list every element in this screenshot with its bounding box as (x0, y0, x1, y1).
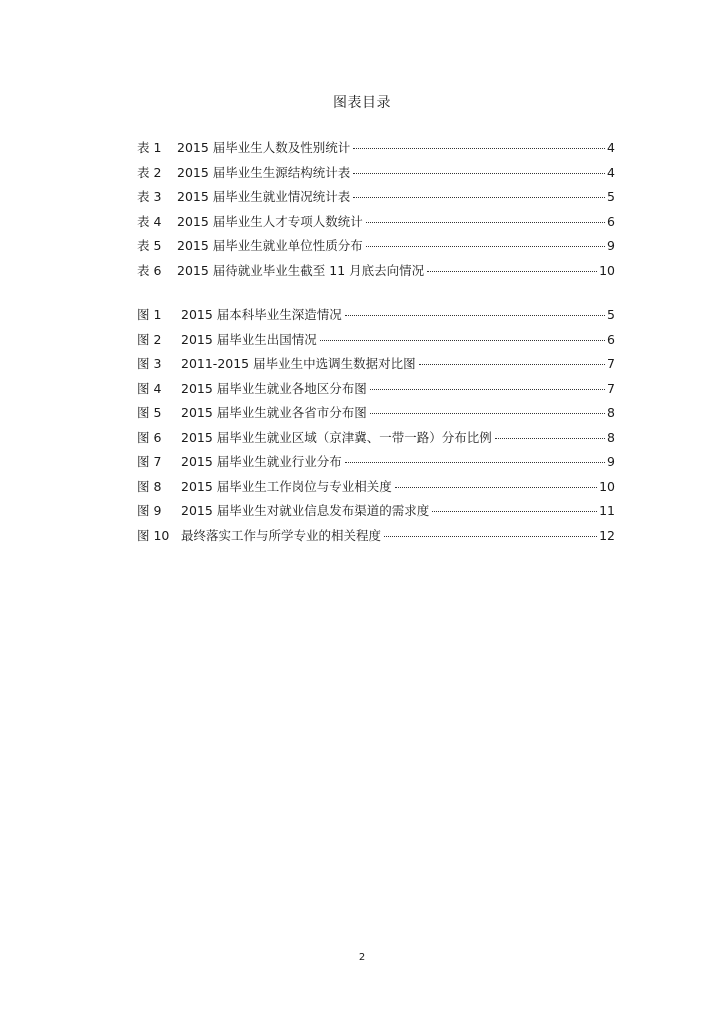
figure-entry-page: 8 (607, 429, 615, 445)
figure-entry-title: 2015 届毕业生就业区域（京津冀、一带一路）分布比例 (181, 429, 492, 445)
table-entry-page: 5 (607, 189, 615, 204)
table-entry-page: 9 (607, 238, 615, 253)
dot-leader (427, 271, 597, 272)
table-entry-label: 表 4 (137, 213, 162, 229)
dot-leader (370, 413, 605, 414)
figure-entry-title: 2015 届毕业生工作岗位与专业相关度 (181, 478, 392, 494)
table-entry-title: 2015 届毕业生就业情况统计表 (177, 189, 351, 204)
figure-entry-title: 2011-2015 届毕业生中选调生数据对比图 (181, 356, 416, 371)
figure-entry-page: 9 (607, 454, 615, 469)
figure-entry-title: 2015 届毕业生就业行业分布 (181, 454, 342, 469)
figure-entry[interactable] (137, 526, 615, 551)
table-entry-label: 表 1 (137, 140, 162, 155)
figure-entry-title: 2015 届毕业生出国情况 (181, 331, 317, 347)
dot-leader (345, 315, 605, 316)
dot-leader (395, 487, 597, 488)
dot-leader (353, 148, 605, 149)
table-of-tables (137, 138, 615, 285)
figure-entry-label: 图 4 (137, 380, 162, 396)
figure-entry-label: 图 6 (137, 429, 162, 445)
figure-entry-title: 2015 届毕业生就业各地区分布图 (181, 380, 367, 396)
table-entry-title: 2015 届待就业毕业生截至 11 月底去向情况 (177, 262, 425, 278)
figure-entry-label: 图 8 (137, 478, 162, 494)
table-entry-label: 表 3 (137, 189, 162, 204)
dot-leader (370, 389, 605, 390)
dot-leader (495, 438, 605, 439)
figure-entry-title: 2015 届毕业生就业各省市分布图 (181, 405, 367, 420)
table-entry[interactable] (137, 236, 615, 261)
figure-entry[interactable] (137, 501, 615, 526)
table-entry-label: 表 6 (137, 262, 162, 278)
table-entry-title: 2015 届毕业生人才专项人数统计 (177, 213, 363, 229)
table-entry-title: 2015 届毕业生生源结构统计表 (177, 164, 351, 180)
page-number: 2 (358, 952, 366, 963)
page-title: 图表目录 (333, 95, 391, 111)
figure-entry-label: 图 5 (137, 405, 162, 420)
table-entry[interactable] (137, 163, 615, 188)
figure-entry-page: 7 (607, 380, 615, 396)
table-entry-label: 表 2 (137, 164, 162, 180)
table-entry[interactable] (137, 187, 615, 212)
dot-leader (419, 364, 605, 365)
figure-entry-page: 5 (607, 307, 615, 322)
figure-entry-label: 图 1 (137, 307, 162, 322)
dot-leader (345, 462, 605, 463)
figure-entry-page: 12 (599, 527, 615, 543)
table-entry-title: 2015 届毕业生就业单位性质分布 (177, 238, 363, 253)
figure-entry[interactable] (137, 330, 615, 355)
dot-leader (366, 246, 605, 247)
figure-entry-page: 10 (599, 478, 615, 494)
figure-entry[interactable] (137, 428, 615, 453)
table-entry-page: 10 (599, 262, 615, 278)
figure-entry-label: 图 9 (137, 503, 162, 518)
figure-entry-page: 11 (599, 503, 615, 518)
dot-leader (432, 511, 597, 512)
figure-entry-title: 2015 届毕业生对就业信息发布渠道的需求度 (181, 503, 430, 518)
figure-entry-label: 图 10 (137, 527, 170, 543)
figure-entry-page: 8 (607, 405, 615, 420)
table-entry-title: 2015 届毕业生人数及性别统计 (177, 140, 351, 155)
table-entry-label: 表 5 (137, 238, 162, 253)
table-entry-page: 6 (607, 213, 615, 229)
figure-entry-page: 7 (607, 356, 615, 371)
table-entry[interactable] (137, 212, 615, 237)
table-of-figures (137, 305, 615, 550)
dot-leader (384, 536, 597, 537)
dot-leader (366, 222, 605, 223)
figure-entry-title: 2015 届本科毕业生深造情况 (181, 307, 342, 322)
dot-leader (353, 197, 605, 198)
figure-entry-label: 图 3 (137, 356, 162, 371)
dot-leader (320, 340, 605, 341)
dot-leader (353, 173, 605, 174)
figure-entry-label: 图 2 (137, 331, 162, 347)
table-entry[interactable] (137, 261, 615, 286)
table-entry[interactable] (137, 138, 615, 163)
figure-entry[interactable] (137, 305, 615, 330)
figure-entry[interactable] (137, 477, 615, 502)
figure-entry-page: 6 (607, 331, 615, 347)
figure-entry[interactable] (137, 379, 615, 404)
figure-entry-title: 最终落实工作与所学专业的相关程度 (181, 527, 382, 543)
table-entry-page: 4 (607, 140, 615, 155)
figure-entry[interactable] (137, 403, 615, 428)
figure-entry-label: 图 7 (137, 454, 162, 469)
figure-entry[interactable] (137, 354, 615, 379)
table-entry-page: 4 (607, 164, 615, 180)
figure-entry[interactable] (137, 452, 615, 477)
